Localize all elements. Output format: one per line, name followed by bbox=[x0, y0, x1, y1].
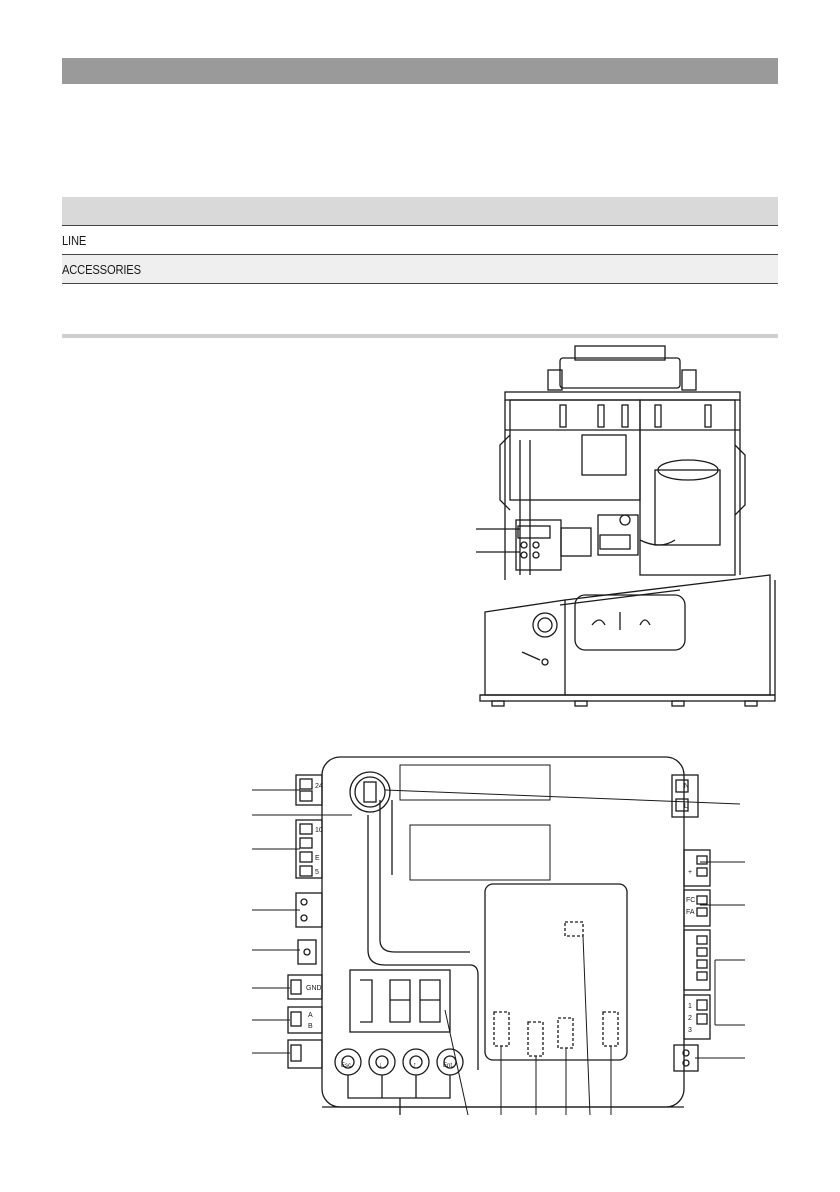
terminal-block-icon bbox=[674, 1045, 698, 1071]
round-push-button-icon bbox=[335, 1049, 361, 1075]
terminal-block-icon bbox=[684, 930, 710, 990]
terminal-label: FC bbox=[686, 897, 696, 904]
heat-sink bbox=[400, 765, 550, 880]
fuse-row-label: ACCESSORIES bbox=[62, 262, 141, 277]
terminal-label: 3 bbox=[688, 1027, 692, 1034]
terminal-block-icon bbox=[684, 850, 710, 886]
terminal-label: 5 bbox=[315, 869, 319, 876]
callout-leaders-bottom bbox=[445, 936, 611, 1115]
terminal-label: GND bbox=[306, 985, 322, 992]
terminal-label: 2 bbox=[688, 1015, 692, 1022]
terminal-label: 24 bbox=[315, 783, 323, 790]
button-label: Ent bbox=[443, 1063, 453, 1069]
button-label: Esc bbox=[341, 1063, 352, 1069]
terminal-block-icon bbox=[288, 1007, 322, 1033]
terminal-label: L bbox=[684, 803, 688, 810]
seven-segment-display-icon bbox=[350, 970, 450, 1032]
button-label: ↑ bbox=[413, 1062, 417, 1069]
button-label: ↓ bbox=[379, 1062, 383, 1069]
terminal-label: 10 bbox=[315, 827, 323, 834]
terminal-block-icon bbox=[672, 775, 698, 817]
terminal-label: + bbox=[688, 869, 693, 876]
terminal-label: 1 bbox=[688, 1003, 692, 1010]
terminal-label: N bbox=[684, 783, 690, 790]
terminal-label: FA bbox=[686, 909, 695, 916]
callout-leaders-left bbox=[252, 790, 352, 1053]
terminal-block-icon bbox=[288, 1040, 322, 1068]
fuse-row-label: LINE bbox=[62, 233, 87, 248]
terminal-block-icon bbox=[298, 940, 316, 964]
terminal-label: A bbox=[308, 1012, 313, 1019]
round-push-button-icon bbox=[437, 1049, 463, 1075]
terminal-label: E bbox=[315, 855, 320, 862]
fuse-icon bbox=[350, 772, 390, 812]
terminal-block-icon bbox=[684, 890, 710, 926]
terminal-label: B bbox=[308, 1023, 313, 1030]
